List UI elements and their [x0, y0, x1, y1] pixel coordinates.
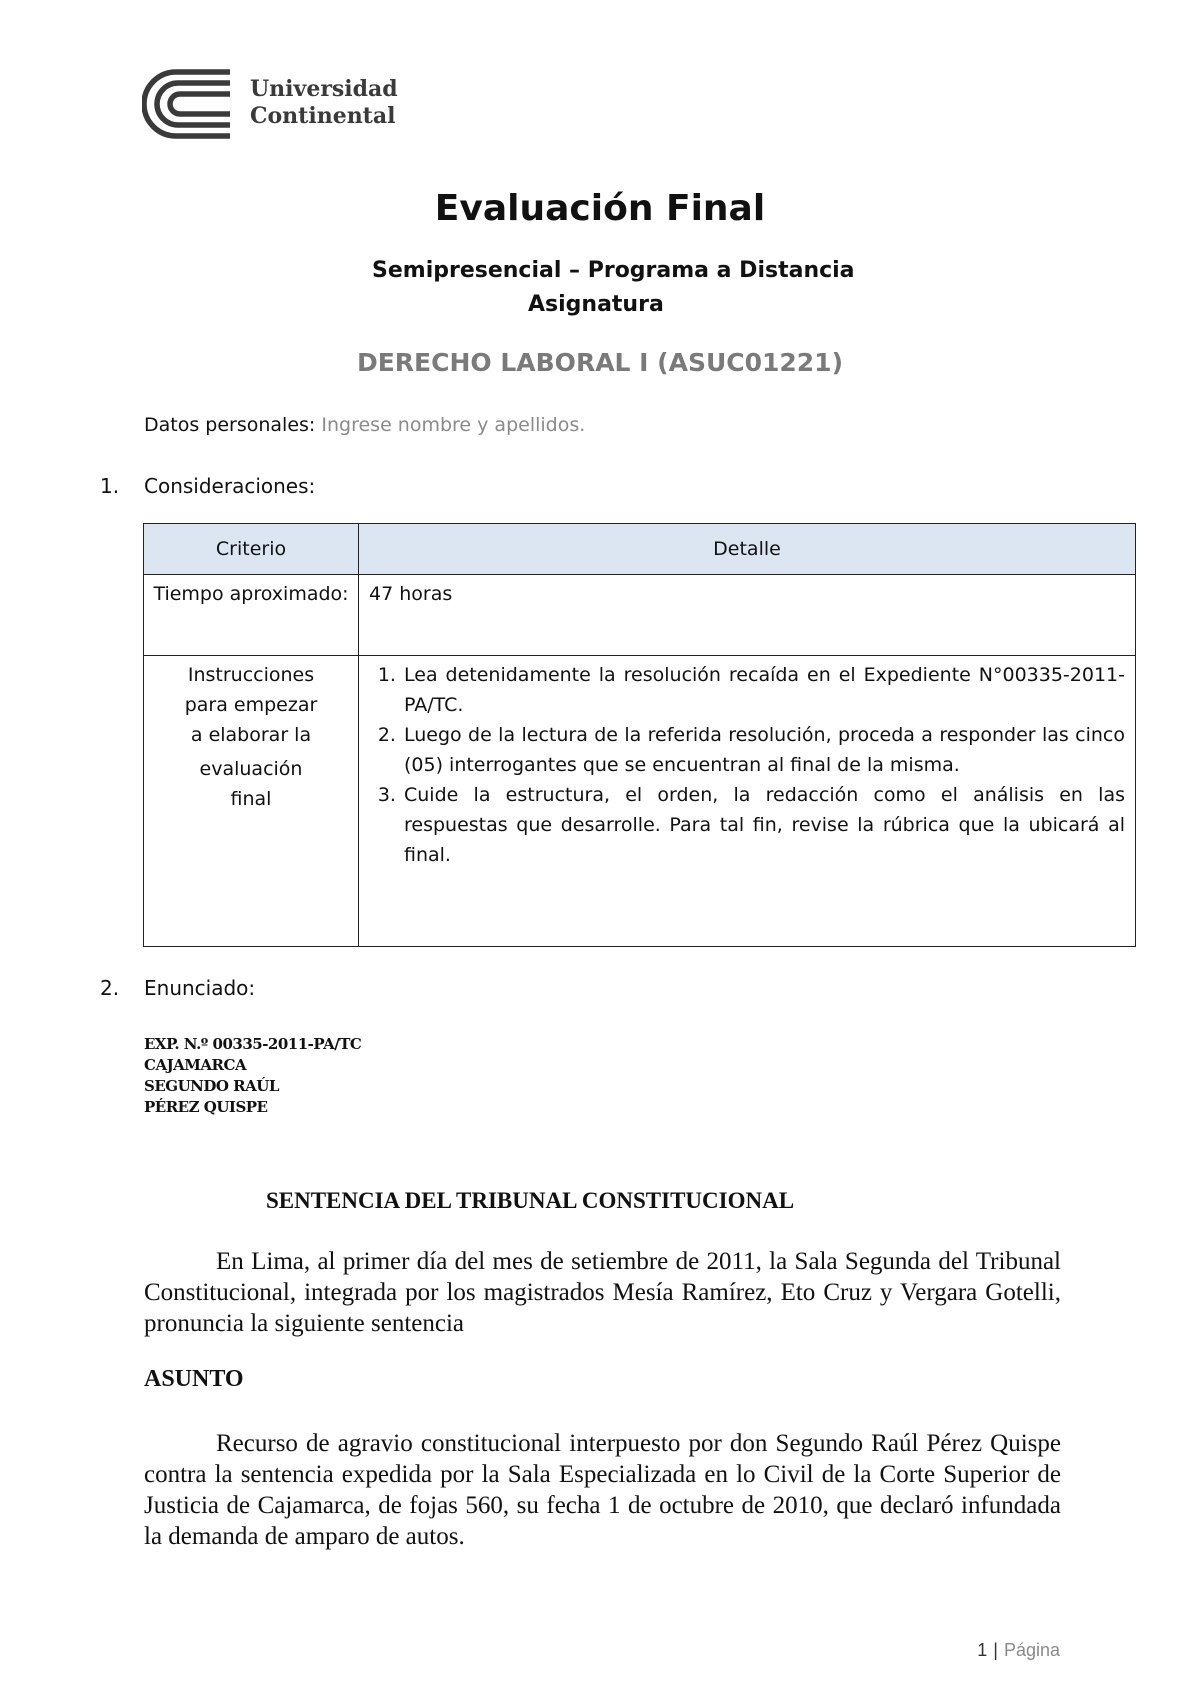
list-item: 1. Lea detenidamente la resolución recaída en el Expediente N°00335-2011-PA/TC.	[402, 660, 1125, 720]
logo-line-2: Continental	[250, 103, 396, 129]
section-number: 1.	[100, 474, 120, 498]
criterion-line: final	[230, 788, 272, 810]
section-title: Consideraciones:	[144, 474, 316, 498]
header-criterio: Criterio	[144, 524, 359, 575]
logo-wordmark	[250, 76, 398, 130]
list-item: 3. Cuide la estructura, el orden, la redacción como el análisis en las respuestas que desarrolle. Para tal fin, revise la rúbrica que la ubicará al final.	[402, 780, 1125, 870]
sentence-title: SENTENCIA DEL TRIBUNAL CONSTITUCIONAL	[265, 1188, 795, 1213]
case-party-line: SEGUNDO RAÚL	[144, 1077, 279, 1095]
table-row	[144, 575, 1136, 656]
section-number: 2.	[100, 976, 120, 1000]
logo-line-1: Universidad	[250, 76, 398, 102]
instructions-list	[369, 660, 1125, 870]
intro-paragraph	[144, 1246, 1061, 1339]
personal-data	[144, 414, 585, 436]
course-name: DERECHO LABORAL I (ASUC01221)	[356, 348, 844, 377]
modality-subtitle: Semipresencial – Programa a Distancia	[372, 258, 855, 283]
header-detalle: Detalle	[359, 524, 1136, 575]
criteria-table	[143, 523, 1136, 947]
table-header-row	[144, 524, 1136, 575]
personal-data-label: Datos personales:	[144, 414, 316, 436]
detail-cell: 47 horas	[359, 575, 1136, 656]
case-header	[144, 1034, 361, 1118]
logo-emblem-icon	[142, 68, 238, 140]
page-footer	[977, 1640, 1060, 1661]
intro-text: En Lima, al primer día del mes de setiembre de 2011, la Sala Segunda del Tribunal Constitucional, integrada por los magistrados Mesía Ramírez, Eto Cruz y Vergara Gotelli, pronuncia la siguiente sentencia	[144, 1248, 1061, 1337]
page-title: Evaluación Final	[434, 188, 766, 229]
criterion-line: Instrucciones	[187, 664, 315, 686]
criterion-line: a elaborar la	[190, 724, 312, 746]
university-logo	[142, 68, 402, 140]
criterion-cell: Tiempo aproximado:	[144, 575, 359, 656]
asunto-paragraph	[144, 1428, 1061, 1552]
case-number: EXP. N.º 00335-2011-PA/TC	[144, 1035, 362, 1053]
table-row	[144, 656, 1136, 947]
criterion-line: evaluación	[199, 758, 303, 780]
section-title: Enunciado:	[144, 976, 256, 1000]
case-location: CAJAMARCA	[144, 1056, 247, 1074]
criterion-cell	[144, 656, 359, 947]
subject-label: Asignatura	[528, 292, 664, 317]
page-number: 1	[977, 1640, 988, 1660]
case-party-line: PÉREZ QUISPE	[144, 1098, 268, 1116]
detail-cell	[359, 656, 1136, 947]
asunto-heading: ASUNTO	[144, 1366, 244, 1392]
page-label: Página	[1003, 1640, 1060, 1660]
section-consideraciones	[100, 474, 500, 502]
section-enunciado	[100, 976, 500, 1004]
list-item: 2. Luego de la lectura de la referida resolución, proceda a responder las cinco (05) interrogantes que se encuentran al final de la misma.	[402, 720, 1125, 780]
footer-separator: |	[993, 1640, 998, 1660]
name-input-placeholder[interactable]: Ingrese nombre y apellidos.	[321, 414, 586, 436]
criterion-line: para empezar	[184, 694, 318, 716]
asunto-text: Recurso de agravio constitucional interpuesto por don Segundo Raúl Pérez Quispe contra la sentencia expedida por la Sala Especializada en lo Civil de la Corte Superior de Justicia de Cajamarca, de fojas 560, su fecha 1 de octubre de 2010, que declaró infundada la demanda de amparo de autos.	[144, 1430, 1061, 1550]
